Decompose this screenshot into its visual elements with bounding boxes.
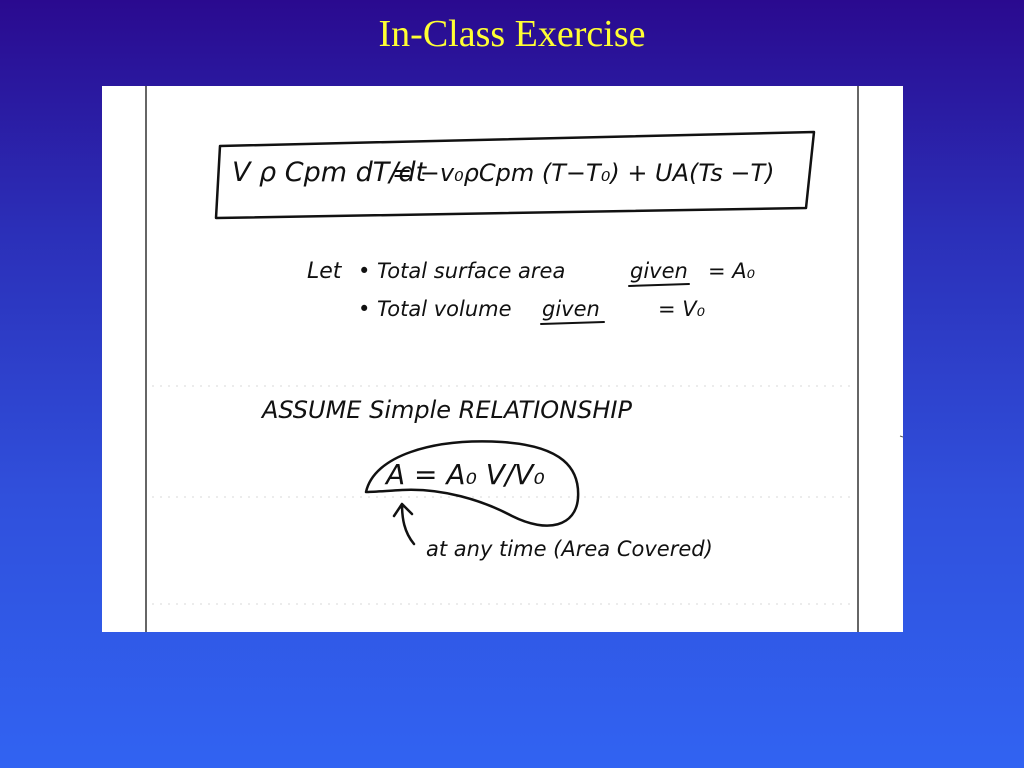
bullet-1-text: • Total surface area xyxy=(358,259,566,283)
handwritten-notes-image xyxy=(102,86,903,632)
equation-rhs: = −v₀ρCpm (T−T₀) + UA(Ts −T) xyxy=(392,159,775,187)
edge-mark xyxy=(900,436,903,437)
bullet-2-underline xyxy=(541,322,604,324)
relationship-formula: A = A₀ V/V₀ xyxy=(386,458,545,491)
slide-title: In-Class Exercise xyxy=(378,13,646,55)
let-label: Let xyxy=(307,259,342,284)
bullet-1-value: = A₀ xyxy=(708,259,756,283)
annotation-text: at any time (Area Covered) xyxy=(426,537,713,561)
bullet-1-underline xyxy=(629,284,689,286)
bullet-2-text: • Total volume xyxy=(358,297,512,321)
bullet-2-value: = V₀ xyxy=(658,297,706,321)
equation-lhs: V ρ Cpm dT/dt xyxy=(232,157,427,188)
bullet-2-given: given xyxy=(542,297,600,321)
bullet-1-given: given xyxy=(630,259,688,283)
assume-line: ASSUME Simple RELATIONSHIP xyxy=(262,396,632,424)
notes-canvas xyxy=(102,86,903,632)
arrow-icon xyxy=(394,504,414,544)
